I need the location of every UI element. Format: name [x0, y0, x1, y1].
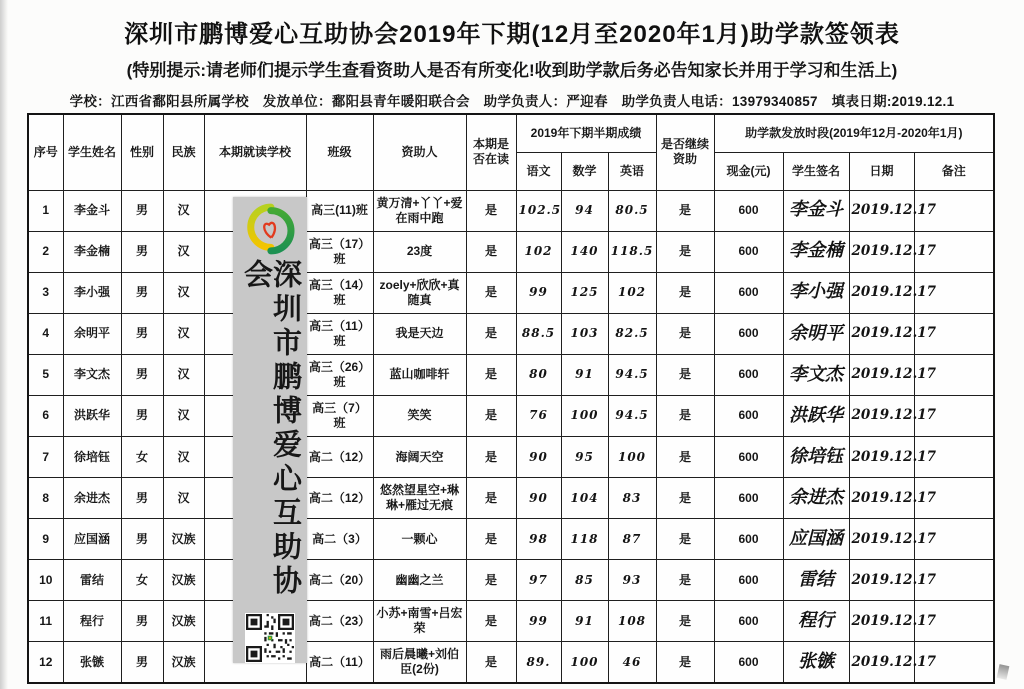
cell-chinese-score: 98: [516, 519, 561, 560]
cell-sponsor: zoely+欣欣+真随真: [373, 272, 466, 313]
cell-enrolled: 是: [466, 231, 516, 272]
cell-cash-amount: 600: [714, 478, 783, 519]
cell-sign-date: 2019.12.17: [849, 478, 914, 519]
scan-corner-artifact: [997, 664, 1010, 680]
cell-enrolled: 是: [466, 478, 516, 519]
cell-class: 高二（3）: [306, 519, 373, 560]
cell-cash-amount: 600: [714, 560, 783, 601]
table-row: [28, 313, 994, 354]
cell-student-name: 雷结: [63, 560, 121, 601]
cell-sponsor: 小苏+南雪+吕宏荣: [373, 601, 466, 642]
cell-student-signature: 李金斗: [783, 190, 849, 231]
cell-student-signature: 洪跃华: [783, 395, 849, 436]
cell-ethnicity: 汉族: [163, 560, 204, 601]
table-row: [28, 642, 994, 683]
cell-gender: 男: [121, 272, 163, 313]
cell-enrolled: 是: [466, 436, 516, 477]
cell-continue-aid: 是: [656, 642, 714, 683]
cell-continue-aid: 是: [656, 519, 714, 560]
header-signature: 学生签名: [783, 152, 849, 190]
cell-student-signature: 雷结: [783, 560, 849, 601]
cell-student-name: 李金斗: [63, 190, 121, 231]
cell-enrolled: 是: [466, 395, 516, 436]
cell-gender: 男: [121, 313, 163, 354]
header-class: 班级: [306, 114, 373, 190]
cell-math-score: 91: [561, 354, 608, 395]
cell-sign-date: 2019.12.17: [849, 354, 914, 395]
cell-student-name: 应国涵: [63, 519, 121, 560]
cell-student-name: 李小强: [63, 272, 121, 313]
cell-ethnicity: 汉族: [163, 601, 204, 642]
cell-student-signature: 张镞: [783, 642, 849, 683]
cell-class: 高三（7）班: [306, 395, 373, 436]
cell-math-score: 140: [561, 231, 608, 272]
cell-sponsor: 海阔天空: [373, 436, 466, 477]
cell-sign-date: 2019.12.17: [849, 313, 914, 354]
header-cash: 现金(元): [714, 152, 783, 190]
header-payment-group: 助学款发放时段(2019年12月-2020年1月): [714, 114, 994, 152]
cell-cash-amount: 600: [714, 642, 783, 683]
table-row: [28, 354, 994, 395]
cell-class: 高二（12）: [306, 478, 373, 519]
header-scores-group: 2019年下期半期成绩: [516, 114, 656, 152]
form-info-line: 学校：江西省鄱阳县所属学校 发放单位：鄱阳县青年暖阳联合会 助学负责人：严迎春 助学负责人电话：13979340857 填表日期:2019.12.1: [69, 94, 955, 109]
cell-class: 高三（11）班: [306, 313, 373, 354]
watermark-strip: [233, 197, 307, 663]
cell-row-number: 11: [28, 601, 63, 642]
cell-english-score: 93: [608, 560, 656, 601]
cell-continue-aid: 是: [656, 231, 714, 272]
header-continue: 是否继续资助: [656, 114, 714, 190]
cell-ethnicity: 汉: [163, 272, 204, 313]
cell-student-name: 李金楠: [63, 231, 121, 272]
cell-gender: 男: [121, 642, 163, 683]
cell-row-number: 1: [28, 190, 63, 231]
cell-gender: 男: [121, 395, 163, 436]
cell-row-number: 5: [28, 354, 63, 395]
cell-english-score: 108: [608, 601, 656, 642]
cell-class: 高三（14）班: [306, 272, 373, 313]
cell-enrolled: 是: [466, 519, 516, 560]
cell-student-signature: 李金楠: [783, 231, 849, 272]
cell-sponsor: 幽幽之兰: [373, 560, 466, 601]
cell-chinese-score: 76: [516, 395, 561, 436]
cell-student-name: 程行: [63, 601, 121, 642]
cell-cash-amount: 600: [714, 601, 783, 642]
cell-cash-amount: 600: [714, 436, 783, 477]
cell-continue-aid: 是: [656, 395, 714, 436]
cell-row-number: 6: [28, 395, 63, 436]
table-row: [28, 560, 994, 601]
cell-class: 高二（20）: [306, 560, 373, 601]
cell-math-score: 91: [561, 601, 608, 642]
cell-enrolled: 是: [466, 601, 516, 642]
header-gender: 性别: [121, 114, 163, 190]
cell-cash-amount: 600: [714, 190, 783, 231]
aid-signoff-table: [27, 113, 995, 684]
cell-class: 高二（23）: [306, 601, 373, 642]
header-chinese: 语文: [516, 152, 561, 190]
cell-class: 高三(11)班: [306, 190, 373, 231]
cell-math-score: 125: [561, 272, 608, 313]
header-school: 本期就读学校: [204, 114, 306, 190]
cell-math-score: 94: [561, 190, 608, 231]
table-row: [28, 601, 994, 642]
cell-gender: 男: [121, 519, 163, 560]
cell-continue-aid: 是: [656, 272, 714, 313]
table-row: [28, 395, 994, 436]
form-subtitle: (特别提示:请老师们提示学生查看资助人是否有所变化!收到助学款后务必告知家长并用于学习和生活上): [126, 61, 898, 80]
cell-sign-date: 2019.12.17: [849, 231, 914, 272]
header-sponsor: 资助人: [373, 114, 466, 190]
cell-chinese-score: 89.: [516, 642, 561, 683]
cell-student-signature: 余进杰: [783, 478, 849, 519]
cell-english-score: 94.5: [608, 354, 656, 395]
watermark-org-name: 深圳市鹏博爱心互助协会: [240, 259, 301, 599]
cell-ethnicity: 汉族: [163, 519, 204, 560]
cell-english-score: 46: [608, 642, 656, 683]
cell-sign-date: 2019.12.17: [849, 436, 914, 477]
cell-ethnicity: 汉: [163, 313, 204, 354]
cell-row-number: 2: [28, 231, 63, 272]
cell-continue-aid: 是: [656, 436, 714, 477]
cell-class: 高三（26）班: [306, 354, 373, 395]
cell-cash-amount: 600: [714, 313, 783, 354]
table-row: [28, 231, 994, 272]
cell-enrolled: 是: [466, 313, 516, 354]
cell-sign-date: 2019.12.17: [849, 190, 914, 231]
cell-ethnicity: 汉: [163, 354, 204, 395]
header-ethnicity: 民族: [163, 114, 204, 190]
cell-cash-amount: 600: [714, 519, 783, 560]
cell-student-name: 余进杰: [63, 478, 121, 519]
cell-ethnicity: 汉: [163, 478, 204, 519]
cell-ethnicity: 汉: [163, 190, 204, 231]
header-note: 备注: [914, 152, 994, 190]
header-english: 英语: [608, 152, 656, 190]
cell-chinese-score: 88.5: [516, 313, 561, 354]
cell-student-signature: 程行: [783, 601, 849, 642]
cell-row-number: 8: [28, 478, 63, 519]
cell-ethnicity: 汉族: [163, 642, 204, 683]
cell-student-name: 徐培钰: [63, 436, 121, 477]
cell-row-number: 3: [28, 272, 63, 313]
cell-math-score: 100: [561, 395, 608, 436]
cell-chinese-score: 102.5: [516, 190, 561, 231]
cell-ethnicity: 汉: [163, 436, 204, 477]
cell-student-signature: 应国涵: [783, 519, 849, 560]
cell-row-number: 12: [28, 642, 63, 683]
cell-ethnicity: 汉: [163, 395, 204, 436]
cell-student-signature: 徐培钰: [783, 436, 849, 477]
cell-continue-aid: 是: [656, 313, 714, 354]
cell-gender: 男: [121, 231, 163, 272]
cell-chinese-score: 90: [516, 478, 561, 519]
cell-math-score: 100: [561, 642, 608, 683]
cell-class: 高二（11）: [306, 642, 373, 683]
cell-english-score: 100: [608, 436, 656, 477]
cell-chinese-score: 99: [516, 272, 561, 313]
header-date: 日期: [849, 152, 914, 190]
cell-sponsor: 笑笑: [373, 395, 466, 436]
cell-math-score: 85: [561, 560, 608, 601]
cell-cash-amount: 600: [714, 354, 783, 395]
cell-ethnicity: 汉: [163, 231, 204, 272]
cell-english-score: 118.5: [608, 231, 656, 272]
cell-english-score: 102: [608, 272, 656, 313]
cell-sign-date: 2019.12.17: [849, 519, 914, 560]
header-enrolled: 本期是否在读: [466, 114, 516, 190]
cell-gender: 男: [121, 354, 163, 395]
cell-sign-date: 2019.12.17: [849, 642, 914, 683]
cell-chinese-score: 80: [516, 354, 561, 395]
cell-sponsor: 黄万清+丫丫+爱在雨中跑: [373, 190, 466, 231]
table-row: [28, 190, 994, 231]
cell-continue-aid: 是: [656, 478, 714, 519]
table-row: [28, 519, 994, 560]
cell-student-signature: 余明平: [783, 313, 849, 354]
cell-math-score: 104: [561, 478, 608, 519]
cell-sponsor: 23度: [373, 231, 466, 272]
cell-enrolled: 是: [466, 354, 516, 395]
cell-gender: 女: [121, 436, 163, 477]
cell-student-signature: 李小强: [783, 272, 849, 313]
cell-row-number: 9: [28, 519, 63, 560]
header-no: 序号: [28, 114, 63, 190]
cell-sponsor: 我是天边: [373, 313, 466, 354]
cell-chinese-score: 90: [516, 436, 561, 477]
cell-enrolled: 是: [466, 642, 516, 683]
cell-continue-aid: 是: [656, 560, 714, 601]
cell-math-score: 118: [561, 519, 608, 560]
org-qr-code-icon: [245, 613, 295, 663]
cell-math-score: 103: [561, 313, 608, 354]
table-row: [28, 478, 994, 519]
cell-sign-date: 2019.12.17: [849, 560, 914, 601]
cell-cash-amount: 600: [714, 272, 783, 313]
cell-class: 高二（12）: [306, 436, 373, 477]
cell-english-score: 83: [608, 478, 656, 519]
cell-gender: 女: [121, 560, 163, 601]
cell-student-name: 张镞: [63, 642, 121, 683]
cell-class: 高三（17）班: [306, 231, 373, 272]
cell-math-score: 95: [561, 436, 608, 477]
cell-sign-date: 2019.12.17: [849, 601, 914, 642]
cell-sponsor: 悠然望星空+琳琳+雁过无痕: [373, 478, 466, 519]
table-row: [28, 436, 994, 477]
cell-gender: 男: [121, 478, 163, 519]
table-body: [28, 190, 994, 683]
cell-continue-aid: 是: [656, 601, 714, 642]
cell-gender: 男: [121, 190, 163, 231]
cell-sponsor: 蓝山咖啡轩: [373, 354, 466, 395]
header-math: 数学: [561, 152, 608, 190]
cell-continue-aid: 是: [656, 190, 714, 231]
cell-sponsor: 一颗心: [373, 519, 466, 560]
cell-enrolled: 是: [466, 560, 516, 601]
cell-enrolled: 是: [466, 190, 516, 231]
cell-sign-date: 2019.12.17: [849, 272, 914, 313]
cell-student-signature: 李文杰: [783, 354, 849, 395]
cell-chinese-score: 97: [516, 560, 561, 601]
cell-english-score: 94.5: [608, 395, 656, 436]
cell-cash-amount: 600: [714, 231, 783, 272]
cell-chinese-score: 99: [516, 601, 561, 642]
cell-row-number: 7: [28, 436, 63, 477]
cell-gender: 男: [121, 601, 163, 642]
cell-sign-date: 2019.12.17: [849, 395, 914, 436]
cell-enrolled: 是: [466, 272, 516, 313]
cell-row-number: 4: [28, 313, 63, 354]
cell-english-score: 82.5: [608, 313, 656, 354]
cell-student-name: 余明平: [63, 313, 121, 354]
cell-english-score: 80.5: [608, 190, 656, 231]
cell-sponsor: 雨后晨曦+刘伯臣(2份): [373, 642, 466, 683]
cell-continue-aid: 是: [656, 354, 714, 395]
cell-english-score: 87: [608, 519, 656, 560]
pengbo-leaf-heart-logo-icon: [242, 201, 298, 257]
cell-row-number: 10: [28, 560, 63, 601]
table-row: [28, 272, 994, 313]
cell-student-name: 李文杰: [63, 354, 121, 395]
form-title: 深圳市鹏博爱心互助协会2019年下期(12月至2020年1月)助学款签领表: [124, 21, 900, 48]
cell-student-name: 洪跃华: [63, 395, 121, 436]
header-student-name: 学生姓名: [63, 114, 121, 190]
cell-cash-amount: 600: [714, 395, 783, 436]
cell-chinese-score: 102: [516, 231, 561, 272]
